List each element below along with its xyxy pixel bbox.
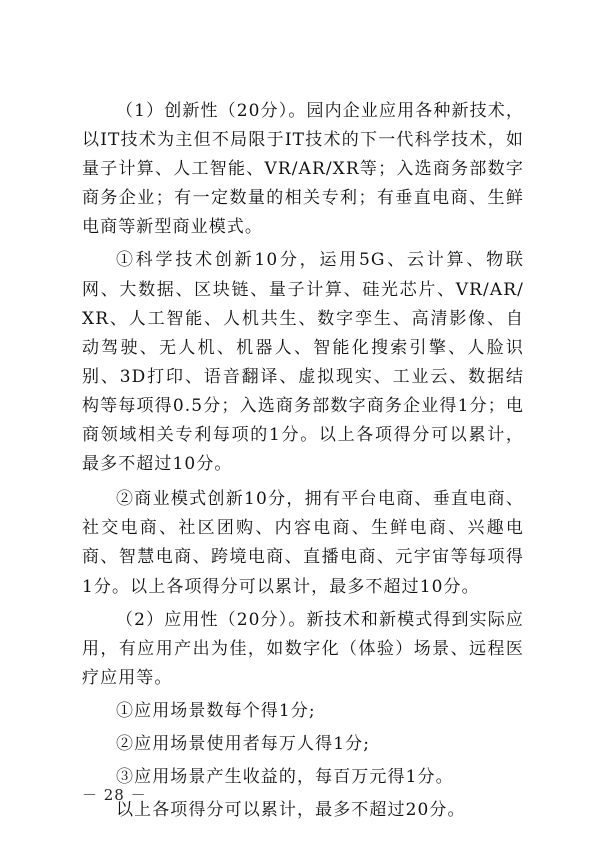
paragraph-scene-users: ②应用场景使用者每万人得1分; xyxy=(116,733,371,754)
paragraph-scene-revenue: ③应用场景产生收益的，每百万元得1分。 xyxy=(116,767,454,788)
paragraph-innovation-heading: （1）创新性（20分）。园内企业应用各种新技术，以IT技术为主但不局限于IT技术的下一代科学技术，如量子计算、人工智能、VR/AR/XR等；入选商务部数字商务企业；有一定数量的相关专利；有垂直电商、生鲜电商等新型商业模式。 xyxy=(82,101,524,238)
paragraph-scene-count: ①应用场景数每个得1分; xyxy=(116,700,316,721)
paragraph-business-model-innovation: ②商业模式创新10分，拥有平台电商、垂直电商、社交电商、社区团购、内容电商、生鲜电商、兴趣电商、智慧电商、跨境电商、直播电商、元宇宙等每项得1分。以上各项得分可以累计，最多不超过10分。 xyxy=(82,489,524,597)
paragraph-tech-innovation: ①科学技术创新10分，运用5G、云计算、物联网、大数据、区块链、量子计算、硅光芯片、VR/AR/XR、人工智能、人机共生、数字孪生、高清影像、自动驾驶、无人机、机器人、智能化搜索引擎、人脸识别、3D打印、语音翻译、虚拟现实、工业云、数据结构等每项得0.5分；入选商务部数字商务企业得1分；电商领域相关专利每项的1分。以上各项得分可以累计，最多不超过10分。 xyxy=(82,250,524,475)
paragraph-cumulative-note: 以上各项得分可以累计，最多不超过20分。 xyxy=(116,800,466,821)
document-body xyxy=(82,97,524,825)
paragraph-applicability-heading: （2）应用性（20分）。新技术和新模式得到实际应用，有应用产出为佳，如数字化（体验）场景、远程医疗应用等。 xyxy=(82,609,524,688)
page-number: － 28 － xyxy=(82,786,147,804)
